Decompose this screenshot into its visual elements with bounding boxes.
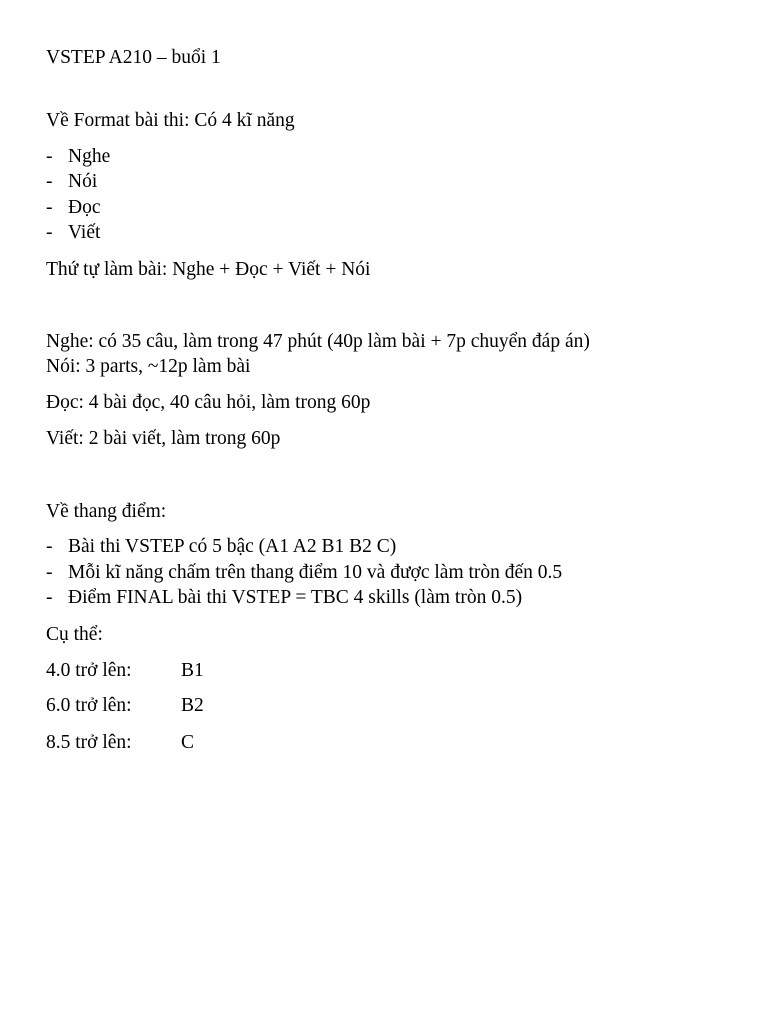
list-item-label: Nghe [68,146,111,167]
list-item-text: Điểm FINAL bài thi VSTEP = TBC 4 skills (làm tròn 0.5) [68,587,523,608]
list-item-label: Nói [68,171,98,192]
specific-heading: Cụ thể: [46,624,103,645]
list-item-text: Bài thi VSTEP có 5 bậc (A1 A2 B1 B2 C) [68,536,397,557]
grade-level: B1 [181,660,204,681]
list-item-text: Mỗi kĩ năng chấm trên thang điểm 10 và được làm tròn đến 0.5 [68,562,563,583]
list-item-label: Viết [68,222,101,243]
format-heading: Về Format bài thi: Có 4 kĩ năng [46,110,295,131]
list-bullet: - [46,171,53,192]
grade-level: B2 [181,695,204,716]
speaking-detail: Nói: 3 parts, ~12p làm bài [46,356,251,377]
document-title: VSTEP A210 – buổi 1 [46,47,221,68]
reading-detail: Đọc: 4 bài đọc, 40 câu hỏi, làm trong 60p [46,392,371,413]
list-bullet: - [46,562,53,583]
list-bullet: - [46,146,53,167]
grade-threshold: 6.0 trở lên: [46,695,132,716]
order-line: Thứ tự làm bài: Nghe + Đọc + Viết + Nói [46,259,371,280]
list-bullet: - [46,536,53,557]
grade-threshold: 8.5 trở lên: [46,732,132,753]
grade-threshold: 4.0 trở lên: [46,660,132,681]
list-item-label: Đọc [68,197,101,218]
list-bullet: - [46,197,53,218]
grade-level: C [181,732,195,753]
list-bullet: - [46,222,53,243]
scale-heading: Về thang điểm: [46,501,167,522]
writing-detail: Viết: 2 bài viết, làm trong 60p [46,428,281,449]
list-bullet: - [46,587,53,608]
listening-detail: Nghe: có 35 câu, làm trong 47 phút (40p làm bài + 7p chuyển đáp án) [46,331,590,352]
